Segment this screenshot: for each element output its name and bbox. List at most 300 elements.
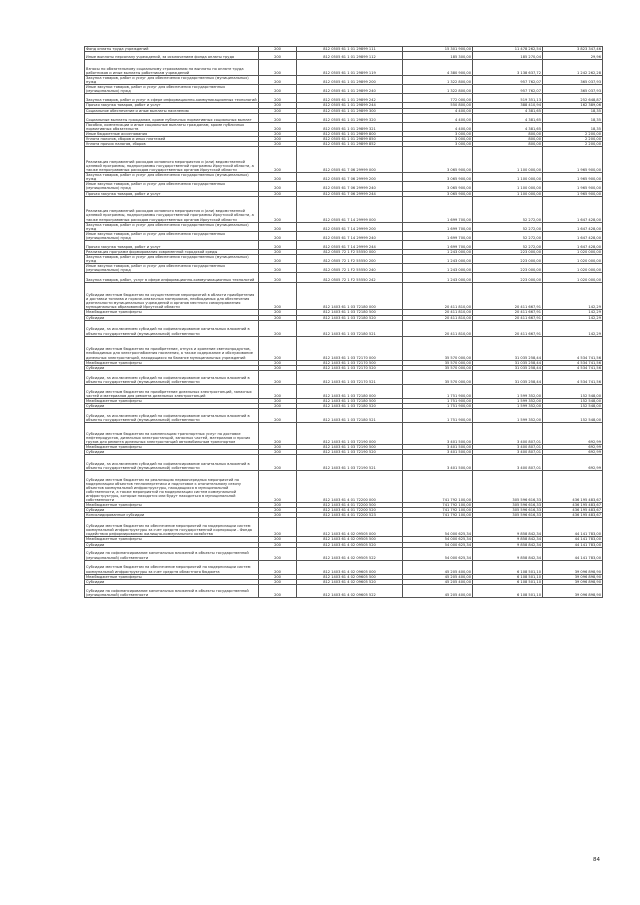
table-row: [85, 547, 603, 560]
row-remainder-amount-cell: 436 195 483,67: [543, 503, 603, 508]
row-name-cell: Закупка товаров, работ и услуг для обеспечения государственных (муниципальных) нужд: [85, 222, 259, 231]
row-approved-amount-cell: 20 411 810,00: [403, 310, 473, 315]
row-classification-code-cell: 812 1403 61 4 02 09505 000: [297, 518, 403, 537]
row-remainder-amount-cell: 1 965 900,00: [543, 191, 603, 196]
row-name-cell: Закупка товаров, работ и услуг для обеспечения государственных (муниципальных) нужд: [85, 173, 259, 182]
row-approved-amount-cell: 3 065 900,00: [403, 147, 473, 173]
row-approved-amount-cell: 3 000,00: [403, 136, 473, 141]
table-row: [85, 423, 603, 445]
table-row: [85, 255, 603, 264]
row-executed-amount-cell: 9 858 842,34: [473, 547, 543, 560]
row-classification-code-cell: 812 1403 61 1 03 72180 000: [297, 384, 403, 398]
row-executed-amount-cell: 20 411 667,91: [473, 320, 543, 336]
row-code-cell: 200: [259, 222, 297, 231]
row-classification-code-cell: 812 1403 61 4 02 09505 520: [297, 542, 403, 547]
row-executed-amount-cell: 1 100 000,00: [473, 173, 543, 182]
row-name-cell: Иные закупки товаров, работ и услуг для обеспечения государственных (муниципальных) нужд: [85, 182, 259, 191]
row-executed-amount-cell: 305 596 616,33: [473, 471, 543, 503]
row-classification-code-cell: 812 1403 61 4 02 09605 520: [297, 579, 403, 584]
row-code-cell: 200: [259, 264, 297, 273]
row-name-cell: Иные выплаты персоналу учреждений, за исключением фонда оплаты труда: [85, 52, 259, 60]
table-row: [85, 196, 603, 222]
row-code-cell: 200: [259, 255, 297, 264]
row-code-cell: 200: [259, 249, 297, 254]
row-name-cell: Субсидии, за исключением субсидий на софинансирование капитальных вложений в объекты государственной (муниципальной) собственности: [85, 409, 259, 423]
row-remainder-amount-cell: 39 096 898,90: [543, 579, 603, 584]
row-approved-amount-cell: 741 792 100,00: [403, 471, 473, 503]
row-classification-code-cell: 812 1403 61 4 02 09505 522: [297, 547, 403, 560]
row-code-cell: 200: [259, 579, 297, 584]
row-classification-code-cell: 812 1403 61 4 01 72200 500: [297, 503, 403, 508]
table-row: [85, 471, 603, 503]
row-approved-amount-cell: 741 792 100,00: [403, 508, 473, 513]
row-executed-amount-cell: 223 000,00: [473, 273, 543, 283]
row-classification-code-cell: 812 1403 61 4 01 72200 520: [297, 508, 403, 513]
row-remainder-amount-cell: 3 823 347,46: [543, 47, 603, 52]
row-code-cell: 200: [259, 574, 297, 579]
row-approved-amount-cell: 3 401 500,00: [403, 423, 473, 445]
row-remainder-amount-cell: 692,99: [543, 455, 603, 471]
row-remainder-amount-cell: 1 020 000,00: [543, 249, 603, 254]
row-approved-amount-cell: 54 000 625,34: [403, 542, 473, 547]
row-approved-amount-cell: 54 000 625,34: [403, 537, 473, 542]
row-approved-amount-cell: 54 000 625,34: [403, 518, 473, 537]
row-code-cell: 200: [259, 370, 297, 384]
row-approved-amount-cell: 45 205 400,00: [403, 584, 473, 597]
row-remainder-amount-cell: 436 195 483,67: [543, 471, 603, 503]
row-code-cell: 200: [259, 231, 297, 240]
row-classification-code-cell: 812 0505 61 7 06 29999 244: [297, 191, 403, 196]
row-code-cell: 200: [259, 47, 297, 52]
row-classification-code-cell: 812 1403 61 1 03 72170 521: [297, 370, 403, 384]
row-approved-amount-cell: 1 243 000,00: [403, 273, 473, 283]
row-executed-amount-cell: 6 108 501,10: [473, 584, 543, 597]
table-row: [85, 320, 603, 336]
row-remainder-amount-cell: 18,35: [543, 108, 603, 113]
row-name-cell: Социальные выплаты гражданам, кроме публичных нормативных социальных выплат: [85, 113, 259, 122]
row-code-cell: 200: [259, 60, 297, 76]
row-executed-amount-cell: 800,00: [473, 136, 543, 141]
row-executed-amount-cell: 20 411 667,91: [473, 283, 543, 310]
row-classification-code-cell: 812 0505 61 7 06 29999 240: [297, 182, 403, 191]
row-name-cell: Межбюджетные трансферты: [85, 503, 259, 508]
row-approved-amount-cell: 35 570 000,00: [403, 370, 473, 384]
row-code-cell: 200: [259, 196, 297, 222]
table-row: [85, 409, 603, 423]
row-code-cell: 200: [259, 85, 297, 94]
row-name-cell: Прочая закупка товаров, работ и услуг: [85, 240, 259, 249]
row-code-cell: 200: [259, 360, 297, 365]
row-remainder-amount-cell: 142,29: [543, 315, 603, 320]
row-remainder-amount-cell: 18,35: [543, 122, 603, 131]
row-approved-amount-cell: 35 570 000,00: [403, 360, 473, 365]
row-classification-code-cell: 812 0505 61 1 01 29899 850: [297, 136, 403, 141]
row-executed-amount-cell: 1 599 352,00: [473, 398, 543, 403]
row-executed-amount-cell: 3 138 637,72: [473, 60, 543, 76]
table-row: [85, 283, 603, 310]
row-name-cell: Прочая закупка товаров, работ и услуг: [85, 191, 259, 196]
row-name-cell: Пособия, компенсации и иные социальные выплаты гражданам, кроме публичных нормативных обязательств: [85, 122, 259, 131]
row-remainder-amount-cell: 4 534 741,56: [543, 336, 603, 360]
row-executed-amount-cell: 185 270,04: [473, 52, 543, 60]
row-remainder-amount-cell: 1 020 000,00: [543, 264, 603, 273]
row-name-cell: Субсидии местным бюджетам на реализацию первоочередных мероприятий по модернизации объектов теплоэнергетики и подготовке к отопительному сезону объектов коммунальной инфраструктуры, находящихся в муниципальной собственности, а также мероприятий по модернизации систем коммунальной инфраструктуры, которые находятся или будут находиться в муниципальной собственности: [85, 471, 259, 503]
row-executed-amount-cell: 305 596 616,33: [473, 513, 543, 518]
row-classification-code-cell: 812 0505 72 1 F2 55550 242: [297, 273, 403, 283]
row-approved-amount-cell: 1 699 700,00: [403, 222, 473, 231]
table-body: [85, 47, 603, 598]
table-row: [85, 182, 603, 191]
row-approved-amount-cell: 20 411 810,00: [403, 315, 473, 320]
row-code-cell: 200: [259, 142, 297, 147]
row-remainder-amount-cell: 692,99: [543, 445, 603, 450]
row-remainder-amount-cell: 436 195 483,67: [543, 513, 603, 518]
row-classification-code-cell: 812 0505 61 1 01 29899 200: [297, 76, 403, 85]
row-approved-amount-cell: 1 243 000,00: [403, 255, 473, 264]
row-remainder-amount-cell: 162 389,06: [543, 103, 603, 108]
row-approved-amount-cell: 35 570 000,00: [403, 336, 473, 360]
row-code-cell: 200: [259, 537, 297, 542]
table-row: [85, 76, 603, 85]
row-code-cell: 200: [259, 423, 297, 445]
row-remainder-amount-cell: 4 534 741,56: [543, 360, 603, 365]
row-classification-code-cell: 812 0505 61 1 01 29899 800: [297, 131, 403, 136]
row-executed-amount-cell: 3 400 807,01: [473, 455, 543, 471]
table-row: [85, 455, 603, 471]
row-remainder-amount-cell: 18,35: [543, 113, 603, 122]
table-row: [85, 60, 603, 76]
row-remainder-amount-cell: 142,29: [543, 283, 603, 310]
row-classification-code-cell: 812 1403 61 1 03 72180 520: [297, 403, 403, 408]
row-name-cell: Субсидии местным бюджетам на обеспечение мероприятий по модернизации систем коммунальной инфраструктуры за счет средств государственной корпорации - Фонда содействия реформированию жилищно-коммунального хозяйства: [85, 518, 259, 537]
row-approved-amount-cell: 1 751 900,00: [403, 409, 473, 423]
row-executed-amount-cell: 3 400 807,01: [473, 423, 543, 445]
row-approved-amount-cell: 3 065 900,00: [403, 182, 473, 191]
row-remainder-amount-cell: 1 965 900,00: [543, 147, 603, 173]
row-code-cell: 200: [259, 455, 297, 471]
row-code-cell: 200: [259, 503, 297, 508]
row-name-cell: Субсидии местным бюджетам на приобретение дизельных электростанций, запасных частей и материалов для ремонта дизельных электростанций: [85, 384, 259, 398]
row-executed-amount-cell: 223 000,00: [473, 255, 543, 264]
row-remainder-amount-cell: 29,96: [543, 52, 603, 60]
row-approved-amount-cell: 3 000,00: [403, 131, 473, 136]
row-classification-code-cell: 812 1403 61 4 02 09605 000: [297, 560, 403, 574]
table-row: [85, 264, 603, 273]
row-classification-code-cell: 812 1403 61 4 01 72200 523: [297, 513, 403, 518]
row-code-cell: 200: [259, 445, 297, 450]
row-executed-amount-cell: 31 035 258,44: [473, 365, 543, 370]
table-row: [85, 231, 603, 240]
row-approved-amount-cell: 45 205 400,00: [403, 579, 473, 584]
row-code-cell: 200: [259, 283, 297, 310]
row-code-cell: 200: [259, 518, 297, 537]
row-code-cell: 200: [259, 450, 297, 455]
row-code-cell: 200: [259, 94, 297, 103]
row-code-cell: 200: [259, 513, 297, 518]
row-code-cell: 200: [259, 409, 297, 423]
row-classification-code-cell: 812 1403 61 1 03 72170 500: [297, 360, 403, 365]
table-row: [85, 94, 603, 103]
row-executed-amount-cell: 6 108 501,10: [473, 574, 543, 579]
row-classification-code-cell: 812 1403 61 1 03 72170 520: [297, 365, 403, 370]
row-name-cell: Взносы по обязательному социальному страхованию на выплаты по оплате труда работников и иные выплаты работникам учреждений: [85, 60, 259, 76]
row-approved-amount-cell: 185 300,00: [403, 52, 473, 60]
row-executed-amount-cell: 957 762,07: [473, 85, 543, 94]
row-executed-amount-cell: 3 400 807,01: [473, 445, 543, 450]
row-classification-code-cell: 812 0505 61 1 01 29899 111: [297, 47, 403, 52]
table-row: [85, 113, 603, 122]
row-name-cell: Субсидии, за исключением субсидий на софинансирование капитальных вложений в объекты государственной (муниципальной) собственности: [85, 370, 259, 384]
row-classification-code-cell: 812 0505 61 7 14 29999 000: [297, 196, 403, 222]
table-row: [85, 52, 603, 60]
row-approved-amount-cell: 3 401 500,00: [403, 445, 473, 450]
row-name-cell: Закупка товаров, работ и услуг для обеспечения государственных (муниципальных) нужд: [85, 255, 259, 264]
row-executed-amount-cell: 52 272,00: [473, 231, 543, 240]
row-name-cell: Субсидии: [85, 403, 259, 408]
row-remainder-amount-cell: 44 141 783,00: [543, 518, 603, 537]
row-classification-code-cell: 812 1403 61 4 01 72200 000: [297, 471, 403, 503]
table-row: [85, 249, 603, 254]
row-code-cell: 200: [259, 52, 297, 60]
row-classification-code-cell: 812 0505 61 7 14 29999 200: [297, 222, 403, 231]
page-number: 84: [593, 857, 600, 863]
row-executed-amount-cell: 4 381,65: [473, 108, 543, 113]
row-approved-amount-cell: 1 751 900,00: [403, 403, 473, 408]
budget-report-sheet: [84, 46, 602, 598]
table-row: [85, 147, 603, 173]
row-classification-code-cell: 812 1403 61 1 03 72180 500: [297, 398, 403, 403]
row-classification-code-cell: 812 1403 61 1 03 72180 000: [297, 283, 403, 310]
row-remainder-amount-cell: 152 548,00: [543, 403, 603, 408]
row-remainder-amount-cell: 1 647 428,00: [543, 196, 603, 222]
row-remainder-amount-cell: 365 037,93: [543, 76, 603, 85]
row-remainder-amount-cell: 142,29: [543, 310, 603, 315]
row-classification-code-cell: 812 0505 61 7 06 29999 200: [297, 173, 403, 182]
row-executed-amount-cell: 957 762,07: [473, 76, 543, 85]
row-name-cell: Субсидии местным бюджетам на обеспечение мероприятий по модернизации систем коммунальной инфраструктуры за счет средств областного бюджета: [85, 560, 259, 574]
row-remainder-amount-cell: 39 096 898,90: [543, 574, 603, 579]
row-code-cell: 200: [259, 136, 297, 141]
row-classification-code-cell: 812 1403 61 1 03 72180 500: [297, 310, 403, 315]
table-row: [85, 122, 603, 131]
table-row: [85, 240, 603, 249]
row-name-cell: Межбюджетные трансферты: [85, 445, 259, 450]
row-classification-code-cell: 812 0505 61 1 01 29899 300: [297, 108, 403, 113]
row-name-cell: Реализация направлений расходов основного мероприятия и (или) ведомственной целевой программы, подпрограммы государственной программы Иркутской области, а также непрограммных расходов государственных органов Иркутской области: [85, 196, 259, 222]
row-executed-amount-cell: 305 596 616,33: [473, 503, 543, 508]
row-remainder-amount-cell: 39 096 898,90: [543, 584, 603, 597]
row-approved-amount-cell: 20 411 810,00: [403, 320, 473, 336]
row-executed-amount-cell: 1 100 000,00: [473, 182, 543, 191]
row-name-cell: Межбюджетные трансферты: [85, 574, 259, 579]
row-approved-amount-cell: 1 322 800,00: [403, 85, 473, 94]
row-classification-code-cell: 812 0505 61 1 01 29899 119: [297, 60, 403, 76]
row-name-cell: Субсидии местным бюджетам на компенсацию транспортных услуг по доставке нефтепродуктов, дизельных электростанций, запасных частей, материалов и прочих грузов для ремонта дизельных электростанций автомобильным транспортом: [85, 423, 259, 445]
row-remainder-amount-cell: 39 096 898,90: [543, 560, 603, 574]
row-code-cell: 200: [259, 191, 297, 196]
row-remainder-amount-cell: 1 965 900,00: [543, 173, 603, 182]
row-code-cell: 200: [259, 273, 297, 283]
row-executed-amount-cell: 1 599 352,00: [473, 409, 543, 423]
row-remainder-amount-cell: 44 141 783,00: [543, 542, 603, 547]
row-code-cell: 200: [259, 547, 297, 560]
row-executed-amount-cell: 4 381,65: [473, 122, 543, 131]
row-executed-amount-cell: 1 599 352,00: [473, 384, 543, 398]
row-classification-code-cell: 812 1403 61 1 03 72190 521: [297, 455, 403, 471]
row-approved-amount-cell: 741 792 100,00: [403, 503, 473, 508]
row-classification-code-cell: 812 0505 61 1 01 29899 852: [297, 142, 403, 147]
row-name-cell: Субсидии, за исключением субсидий на софинансирование капитальных вложений в объекты государственной (муниципальной) собственности: [85, 455, 259, 471]
row-classification-code-cell: 812 0505 61 1 01 29899 240: [297, 85, 403, 94]
row-name-cell: Субсидии: [85, 450, 259, 455]
row-approved-amount-cell: 1 751 900,00: [403, 384, 473, 398]
row-code-cell: 200: [259, 76, 297, 85]
row-approved-amount-cell: 1 322 800,00: [403, 76, 473, 85]
row-classification-code-cell: 812 0505 72 1 F2 55550 200: [297, 255, 403, 264]
row-executed-amount-cell: 519 351,13: [473, 94, 543, 103]
row-remainder-amount-cell: 692,99: [543, 423, 603, 445]
row-name-cell: Межбюджетные трансферты: [85, 537, 259, 542]
row-code-cell: 200: [259, 310, 297, 315]
row-remainder-amount-cell: 4 534 741,56: [543, 365, 603, 370]
row-name-cell: Иные бюджетные ассигнования: [85, 131, 259, 136]
row-executed-amount-cell: 223 000,00: [473, 249, 543, 254]
row-approved-amount-cell: 15 301 900,00: [403, 47, 473, 52]
row-executed-amount-cell: 31 035 258,44: [473, 360, 543, 365]
row-executed-amount-cell: 31 035 258,44: [473, 370, 543, 384]
row-executed-amount-cell: 800,00: [473, 131, 543, 136]
row-approved-amount-cell: 1 699 700,00: [403, 231, 473, 240]
row-code-cell: 200: [259, 508, 297, 513]
table-row: [85, 518, 603, 537]
row-name-cell: Прочая закупка товаров, работ и услуг: [85, 103, 259, 108]
row-code-cell: 200: [259, 103, 297, 108]
row-executed-amount-cell: 9 858 842,34: [473, 518, 543, 537]
row-classification-code-cell: 812 0505 61 7 06 29999 000: [297, 147, 403, 173]
row-classification-code-cell: 812 1403 61 4 02 09505 500: [297, 537, 403, 542]
row-executed-amount-cell: 3 400 807,01: [473, 450, 543, 455]
row-classification-code-cell: 812 1403 61 4 02 09605 500: [297, 574, 403, 579]
row-executed-amount-cell: 9 858 842,34: [473, 537, 543, 542]
row-code-cell: 200: [259, 122, 297, 131]
row-approved-amount-cell: 4 400,00: [403, 113, 473, 122]
row-name-cell: Реализация направлений расходов основного мероприятия и (или) ведомственной целевой программы, подпрограммы государственной программы Иркутской области, а также непрограммных расходов государственных органов Иркутской области: [85, 147, 259, 173]
row-executed-amount-cell: 1 599 352,00: [473, 403, 543, 408]
row-code-cell: 200: [259, 315, 297, 320]
row-executed-amount-cell: 305 596 616,33: [473, 508, 543, 513]
row-approved-amount-cell: 4 400,00: [403, 122, 473, 131]
row-approved-amount-cell: 1 751 900,00: [403, 398, 473, 403]
row-approved-amount-cell: 3 000,00: [403, 142, 473, 147]
row-approved-amount-cell: 550 800,00: [403, 103, 473, 108]
row-name-cell: Межбюджетные трансферты: [85, 360, 259, 365]
row-remainder-amount-cell: 436 195 483,67: [543, 508, 603, 513]
row-name-cell: Социальное обеспечение и иные выплаты населению: [85, 108, 259, 113]
row-remainder-amount-cell: 152 548,00: [543, 384, 603, 398]
row-classification-code-cell: 812 1403 61 1 03 72180 521: [297, 320, 403, 336]
row-name-cell: Субсидии: [85, 579, 259, 584]
row-code-cell: 200: [259, 173, 297, 182]
row-approved-amount-cell: 3 065 900,00: [403, 173, 473, 182]
row-executed-amount-cell: 6 108 501,10: [473, 560, 543, 574]
row-name-cell: Закупка товаров, работ и услуг в сфере информационно-коммуникационных технологий: [85, 94, 259, 103]
row-name-cell: Межбюджетные трансферты: [85, 310, 259, 315]
row-remainder-amount-cell: 152 548,00: [543, 398, 603, 403]
row-name-cell: Иные закупки товаров, работ и услуг для обеспечения государственных (муниципальных) нужд: [85, 85, 259, 94]
row-code-cell: 200: [259, 398, 297, 403]
table-row: [85, 108, 603, 113]
row-executed-amount-cell: 20 411 667,91: [473, 310, 543, 315]
row-executed-amount-cell: 31 035 258,44: [473, 336, 543, 360]
row-classification-code-cell: 812 1403 61 1 03 72190 500: [297, 445, 403, 450]
row-classification-code-cell: 812 0505 72 1 F2 55550 240: [297, 264, 403, 273]
table-row: [85, 560, 603, 574]
row-classification-code-cell: 812 1403 61 1 03 72180 521: [297, 409, 403, 423]
row-approved-amount-cell: 3 401 500,00: [403, 455, 473, 471]
row-name-cell: Субсидии на софинансирование капитальных вложений в объекты государственной (муниципальной) собственности: [85, 547, 259, 560]
row-approved-amount-cell: 1 243 000,00: [403, 264, 473, 273]
table-row: [85, 384, 603, 398]
row-approved-amount-cell: 1 699 700,00: [403, 240, 473, 249]
row-remainder-amount-cell: 1 965 900,00: [543, 182, 603, 191]
row-name-cell: Уплата налогов, сборов и иных платежей: [85, 136, 259, 141]
row-code-cell: 200: [259, 182, 297, 191]
budget-execution-table: [84, 46, 603, 598]
row-code-cell: 200: [259, 147, 297, 173]
row-executed-amount-cell: 6 108 501,10: [473, 579, 543, 584]
row-name-cell: Субсидии: [85, 508, 259, 513]
row-approved-amount-cell: 1 243 000,00: [403, 249, 473, 254]
row-executed-amount-cell: 52 272,00: [473, 240, 543, 249]
row-remainder-amount-cell: 1 647 428,00: [543, 231, 603, 240]
row-executed-amount-cell: 1 100 000,00: [473, 191, 543, 196]
row-classification-code-cell: 812 1403 61 4 02 09605 522: [297, 584, 403, 597]
row-classification-code-cell: 812 0505 72 1 F2 55550 000: [297, 249, 403, 254]
table-row: [85, 370, 603, 384]
row-approved-amount-cell: 20 411 810,00: [403, 283, 473, 310]
row-executed-amount-cell: 800,00: [473, 142, 543, 147]
row-executed-amount-cell: 9 858 842,34: [473, 542, 543, 547]
row-remainder-amount-cell: 1 020 000,00: [543, 255, 603, 264]
row-code-cell: 200: [259, 131, 297, 136]
row-remainder-amount-cell: 44 141 783,00: [543, 537, 603, 542]
row-name-cell: Иные закупки товаров, работ и услуг для обеспечения государственных (муниципальных) нужд: [85, 231, 259, 240]
row-approved-amount-cell: 772 000,00: [403, 94, 473, 103]
row-classification-code-cell: 812 0505 61 1 01 29899 321: [297, 122, 403, 131]
row-classification-code-cell: 812 0505 61 1 01 29899 320: [297, 113, 403, 122]
row-classification-code-cell: 812 0505 61 1 01 29899 244: [297, 103, 403, 108]
row-approved-amount-cell: 4 400,00: [403, 108, 473, 113]
row-name-cell: Уплата прочих налогов, сборов: [85, 142, 259, 147]
row-name-cell: Фонд оплаты труда учреждений: [85, 47, 259, 52]
row-executed-amount-cell: 52 272,00: [473, 196, 543, 222]
table-row: [85, 336, 603, 360]
row-name-cell: Консолидированные субсидии: [85, 513, 259, 518]
row-remainder-amount-cell: 152 548,00: [543, 409, 603, 423]
table-row: [85, 85, 603, 94]
row-approved-amount-cell: 1 699 700,00: [403, 196, 473, 222]
row-code-cell: 200: [259, 403, 297, 408]
row-classification-code-cell: 812 0505 61 1 01 29899 242: [297, 94, 403, 103]
row-approved-amount-cell: 4 380 900,00: [403, 60, 473, 76]
row-executed-amount-cell: 388 410,94: [473, 103, 543, 108]
row-code-cell: 200: [259, 108, 297, 113]
row-classification-code-cell: 812 0505 61 7 14 29999 244: [297, 240, 403, 249]
row-name-cell: Закупка товаров, работ и услуг для обеспечения государственных (муниципальных) нужд: [85, 76, 259, 85]
row-remainder-amount-cell: 692,99: [543, 450, 603, 455]
row-approved-amount-cell: 45 205 400,00: [403, 560, 473, 574]
row-name-cell: Иные закупки товаров, работ и услуг для обеспечения государственных (муниципальных) нужд: [85, 264, 259, 273]
